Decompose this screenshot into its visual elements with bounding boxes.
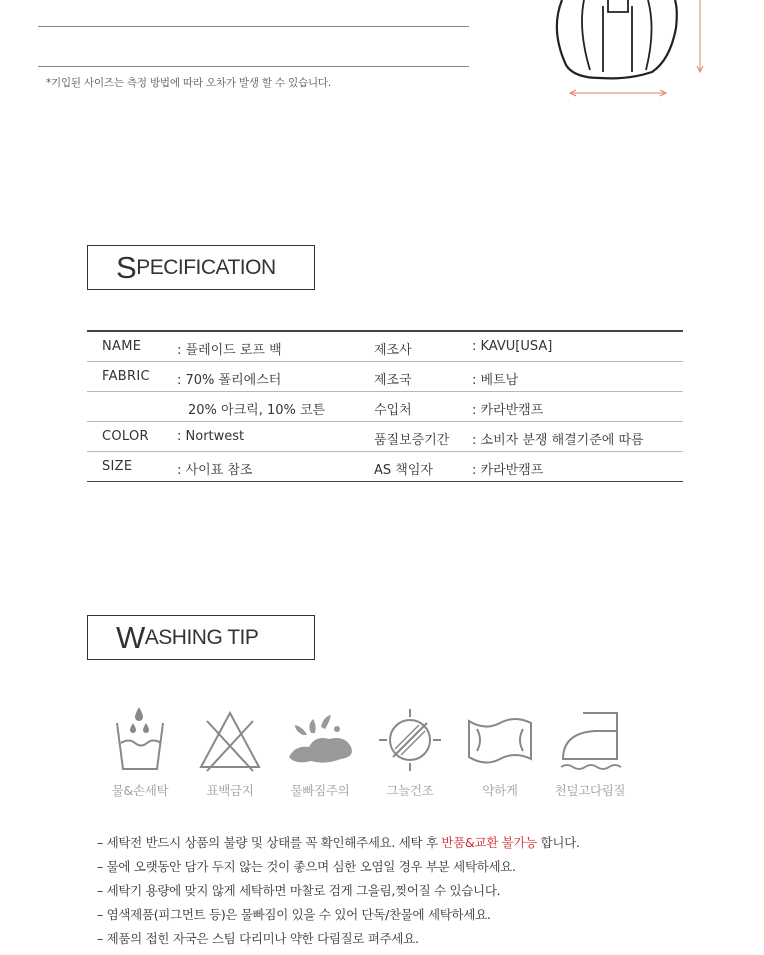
table-row	[87, 452, 683, 481]
hand-wash-icon	[105, 705, 175, 775]
wash-label: 물&손세탁	[111, 783, 169, 798]
wash-item	[365, 705, 455, 799]
note-item: – 세탁전 반드시 상품의 불량 및 상태를 꼭 확인해주세요. 세탁 후 반품&교환 불가능 합니다.	[97, 835, 580, 850]
iron-cloth-icon	[555, 705, 625, 775]
spec-label: 제조사	[374, 343, 412, 358]
wash-item	[455, 705, 545, 799]
table-row	[87, 362, 683, 392]
spec-value: : 사이표 참조	[177, 463, 253, 478]
spec-label: COLOR	[102, 429, 149, 444]
washing-notes	[97, 833, 737, 953]
spec-label: 품질보증기간	[374, 433, 450, 448]
wash-item	[185, 705, 275, 799]
gentle-wash-icon	[465, 705, 535, 775]
note-item: – 물에 오랫동안 담가 두지 않는 것이 좋으며 심한 오염일 경우 부분 세탁하세요.	[97, 859, 516, 874]
spec-value: : 베트남	[472, 373, 519, 388]
color-bleed-icon	[285, 705, 355, 775]
note-item: – 제품의 접힌 자국은 스팀 다리미나 약한 다림질로 펴주세요.	[97, 931, 419, 946]
divider-line	[38, 26, 469, 27]
wash-label: 표백금지	[206, 783, 254, 798]
wash-item	[545, 705, 635, 799]
table-row	[87, 332, 683, 362]
spec-value: : Nortwest	[177, 429, 245, 444]
spec-label: 수입처	[374, 403, 412, 418]
size-disclaimer: *기입된 사이즈는 측정 방법에 따라 오차가 발생 할 수 있습니다.	[46, 77, 332, 89]
specification-title: S PECIFICATION	[87, 245, 315, 290]
spec-value: : KAVU[USA]	[472, 339, 553, 354]
no-bleach-icon	[195, 705, 265, 775]
wash-item	[95, 705, 185, 799]
spec-label: FABRIC	[102, 369, 150, 384]
wash-label: 그늘건조	[386, 783, 434, 798]
divider-line	[38, 66, 469, 67]
spec-label: NAME	[102, 339, 142, 354]
spec-value: : 70% 폴리에스터	[177, 373, 282, 388]
spec-value: : 카라반캠프	[472, 463, 544, 478]
spec-value: : 소비자 분쟁 해결기준에 따름	[472, 433, 644, 448]
spec-label: SIZE	[102, 459, 133, 474]
note-item: – 염색제품(피그먼트 등)은 물빠짐이 있을 수 있어 단독/찬물에 세탁하세요.	[97, 907, 491, 922]
bag-diagram	[548, 0, 718, 100]
spec-label: AS 책임자	[374, 463, 433, 478]
wash-label: 천덮고다림질	[554, 783, 626, 798]
spec-label: 제조국	[374, 373, 412, 388]
wash-label: 약하게	[482, 783, 518, 798]
table-row	[87, 422, 683, 452]
warning-highlight: 반품&교환 불가능	[441, 835, 537, 850]
wash-label: 물빠짐주의	[290, 783, 350, 798]
spec-value: : 플레이드 로프 백	[177, 343, 282, 358]
washing-tip-title: W ASHING TIP	[87, 615, 315, 660]
table-row	[87, 392, 683, 422]
spec-value: 20% 아크릭, 10% 코튼	[188, 403, 326, 418]
wash-item	[275, 705, 365, 799]
note-item: – 세탁기 용량에 맞지 않게 세탁하면 마찰로 검게 그을림,찢어질 수 있습니다.	[97, 883, 501, 898]
shade-dry-icon	[375, 705, 445, 775]
specification-table	[87, 330, 683, 482]
spec-value: : 카라반캠프	[472, 403, 544, 418]
